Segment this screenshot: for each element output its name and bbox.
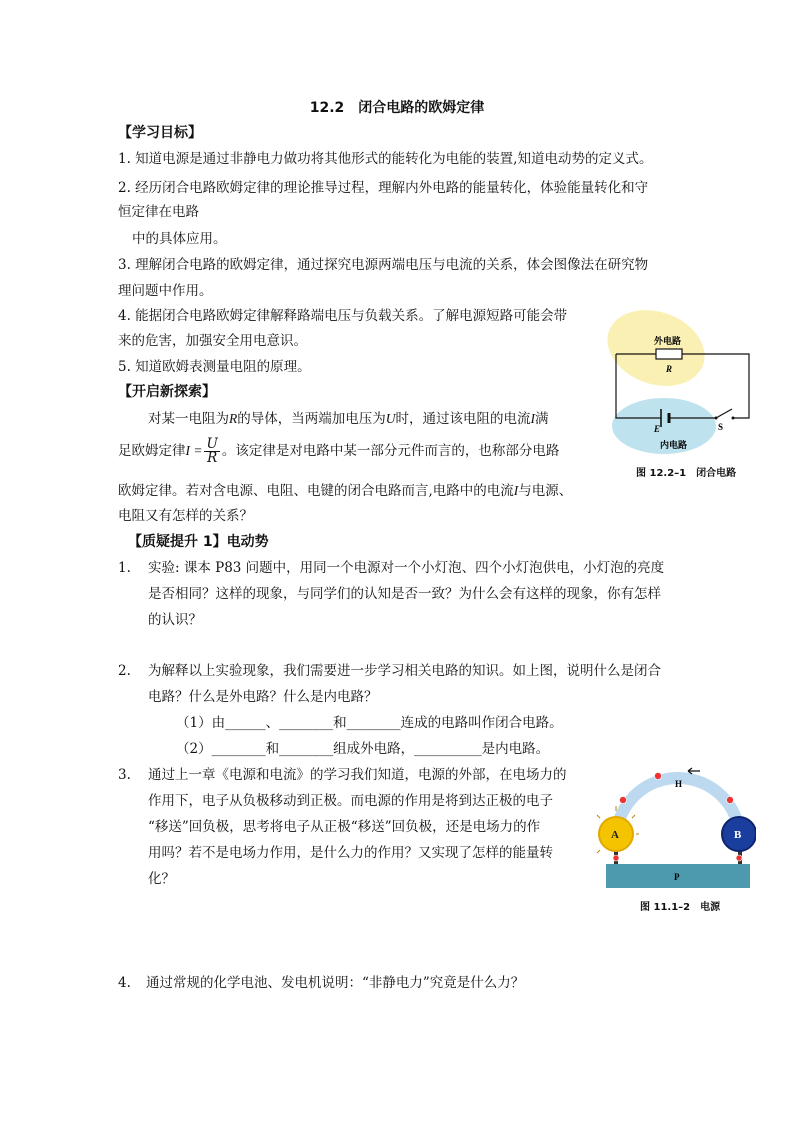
h-label: H xyxy=(675,779,683,789)
explore-line4: 电阻又有怎样的关系？ xyxy=(118,508,253,524)
objective-4-line1: 4. 能据闭合电路欧姆定律解释路端电压与负载关系。了解电源短路可能会带 xyxy=(118,308,568,324)
arrow-icon xyxy=(688,768,700,774)
formula-fraction: $\frac{U}{R}$ xyxy=(206,436,218,466)
objective-2-line3: 中的具体应用。 xyxy=(132,231,227,247)
objective-4-line2: 来的危害，加强安全用电意识。 xyxy=(118,333,307,349)
switch-label: S xyxy=(718,422,724,432)
objective-3-line1: 3. 理解闭合电路的欧姆定律，通过探究电源两端电压与电流的关系，体会图像法在研究物 xyxy=(118,257,649,273)
q2-sub2: （2）________和________组成外电路，__________是内电路。 xyxy=(176,741,550,757)
objectives-heading: 【学习目标】 xyxy=(118,125,202,141)
objective-2-line1: 2. 经历闭合电路欧姆定律的理论推导过程，理解内外电路的能量转化，体验能量转化和守 xyxy=(118,180,649,196)
q2-sub1: （1）由______、________和________连成的电路叫作闭合电路。 xyxy=(176,715,563,731)
section1-heading: 【质疑提升 1】电动势 xyxy=(128,534,269,550)
q2-number: 2. xyxy=(118,663,131,679)
objective-3-line2: 理问题中作用。 xyxy=(118,283,213,299)
q1-line3: 的认识？ xyxy=(148,612,202,628)
resistor-label: R xyxy=(666,364,673,374)
inner-circuit-label: 内电路 xyxy=(660,441,688,451)
q3-line3: “移送”回负极，思考将电子从正极“移送”回负极，还是电场力的作 xyxy=(148,819,541,835)
explore-line3: 欧姆定律。若对含电源、电阻、电键的闭合电路而言,电路中的电流I与电源、 xyxy=(118,483,573,499)
resistor-icon xyxy=(656,349,682,359)
emf-label: E xyxy=(654,424,661,434)
var-r: R xyxy=(229,411,238,426)
switch-icon xyxy=(716,409,732,418)
q4-text: 通过常规的化学电池、发电机说明：“非静电力”究竟是什么力？ xyxy=(146,975,525,991)
q3-line5: 化？ xyxy=(148,871,175,887)
p-label: P xyxy=(674,872,680,882)
var-i: I xyxy=(530,411,535,426)
page-title: 12.2 闭合电路的欧姆定律 xyxy=(309,100,485,116)
objective-1: 1. 知道电源是通过非静电力做功将其他形式的能转化为电能的装置,知道电动势的定义式。 xyxy=(118,151,653,167)
q2-line2: 电路？什么是外电路？什么是内电路？ xyxy=(148,689,378,705)
q1-line2: 是否相同？这样的现象，与同学们的认知是否一致？为什么会有这样的现象，你有怎样 xyxy=(148,586,661,602)
figure2-caption: 图 11.1–2 电源 xyxy=(640,902,721,913)
q1-line1: 实验: 课本 P83 问题中，用同一个电源对一个小灯泡、四个小灯泡供电，小灯泡的亮度 xyxy=(148,560,665,576)
formula-lhs: I = xyxy=(185,443,203,458)
explore-line2: 足欧姆定律I = $\frac{U}{R}$ 。该定律是对电路中某一部分元件而言的，也称部分电路 xyxy=(118,436,560,466)
q3-number: 3. xyxy=(118,767,131,783)
outer-circuit-label: 外电路 xyxy=(654,337,682,347)
figure1-caption: 图 12.2–1 闭合电路 xyxy=(636,468,737,479)
a-label: A xyxy=(611,829,619,841)
q2-line1: 为解释以上实验现象，我们需要进一步学习相关电路的知识。如上图，说明什么是闭合 xyxy=(148,663,661,679)
power-source-figure xyxy=(596,758,756,892)
q1-number: 1. xyxy=(118,560,131,576)
explore-heading: 【开启新探索】 xyxy=(118,384,216,400)
objective-2-line2: 恒定律在电路 xyxy=(118,204,199,220)
closed-circuit-figure xyxy=(606,308,756,458)
q3-line4: 用吗？若不是电场力作用，是什么力的作用？又实现了怎样的能量转 xyxy=(148,845,553,861)
objective-5: 5. 知道欧姆表测量电阻的原理。 xyxy=(118,359,311,375)
var-u: U xyxy=(385,411,396,426)
q4-number: 4. xyxy=(118,975,131,991)
b-label: B xyxy=(734,829,742,841)
q3-line2: 作用下，电子从负极移动到正极。而电源的作用是将到达正极的电子 xyxy=(148,793,553,809)
explore-line1: 对某一电阻为R的导体，当两端加电压为U时，通过该电阻的电流I满 xyxy=(148,411,549,427)
q3-line1: 通过上一章《电源和电流》的学习我们知道，电源的外部，在电场力的 xyxy=(148,767,567,783)
